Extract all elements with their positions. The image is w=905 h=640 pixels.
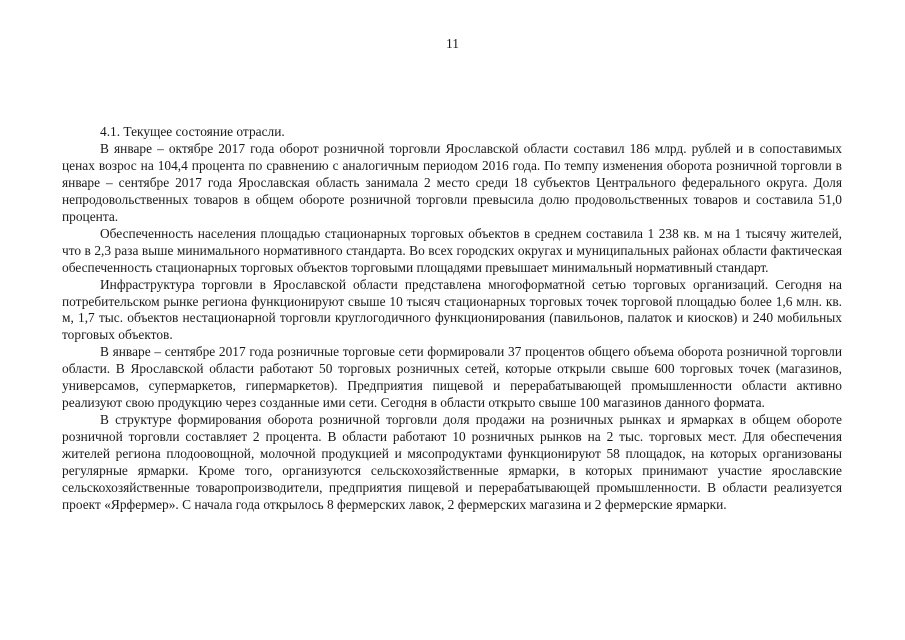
section-heading: 4.1. Текущее состояние отрасли. [100,124,285,139]
paragraph-trade-infrastructure: Инфраструктура торговли в Ярославской области представлена многоформатной сетью торговых организаций. Сегодня на потребительском рынке региона функционируют свыше 10 тысяч стационарных торговых точек торговой площадью более 1,6 млн. кв. м, 1,7 тыс. объектов нестационарной торговли круглогодичного функционирования (павильонов, палаток и киосков) и 240 мобильных торговых объектов. [62,276,842,343]
paragraph-retail-space: Обеспеченность населения площадью стационарных торговых объектов в среднем составила 1 238 кв. м на 1 тысячу жителей, что в 2,3 раза выше минимального нормативного стандарта. Во всех городских округах и муниципальных районах области фактическая обеспеченность стационарных торговых объектов торговыми площадями превышает минимальный нормативный стандарт. [62,225,842,275]
paragraph-retail-turnover: В январе – октябре 2017 года оборот розничной торговли Ярославской области составил 186 млрд. рублей и в сопоставимых ценах возрос на 104,4 процента по сравнению с аналогичным периодом 2016 года. По темпу изменения оборота розничной торговли в январе – сентябре 2017 года Ярославская область занимала 2 место среди 18 субъектов Центрального федерального округа. Доля непродовольственных товаров в общем обороте розничной торговли превысила долю продовольственных товаров и составила 51,0 процента. [62,140,842,224]
page-number: 11 [446,36,459,51]
paragraph-markets-fairs: В структуре формирования оборота розничной торговли доля продажи на розничных рынках и ярмарках в общем обороте розничной торговли составляет 2 процента. В области работают 10 розничных рынков на 2 тыс. торговых мест. Для обеспечения жителей региона плодоовощной, молочной продукцией и мясопродуктами функционируют 58 площадок, на которых организованы регулярные ярмарки. Кроме того, организуются сельскохозяйственные ярмарки, в которых принимают участие ярославские сельскохозяйственные товаропроизводители, предприятия пищевой и перерабатывающей промышленности. В области реализуется проект «Ярфермер». С начала года открылось 8 фермерских лавок, 2 фермерских магазина и 2 фермерские ярмарки. [62,412,842,512]
document-body [62,124,842,514]
paragraph-retail-chains: В январе – сентябре 2017 года розничные торговые сети формировали 37 процентов общего объема оборота розничной торговли области. В Ярославской области работают 50 торговых розничных сетей, которые открыли свыше 600 торговых точек (магазинов, универсамов, супермаркетов, гипермаркетов). Предприятия пищевой и перерабатывающей промышленности области активно реализуют свою продукцию через созданные ими сети. Сегодня в области открыто свыше 100 магазинов данного формата. [62,344,842,411]
